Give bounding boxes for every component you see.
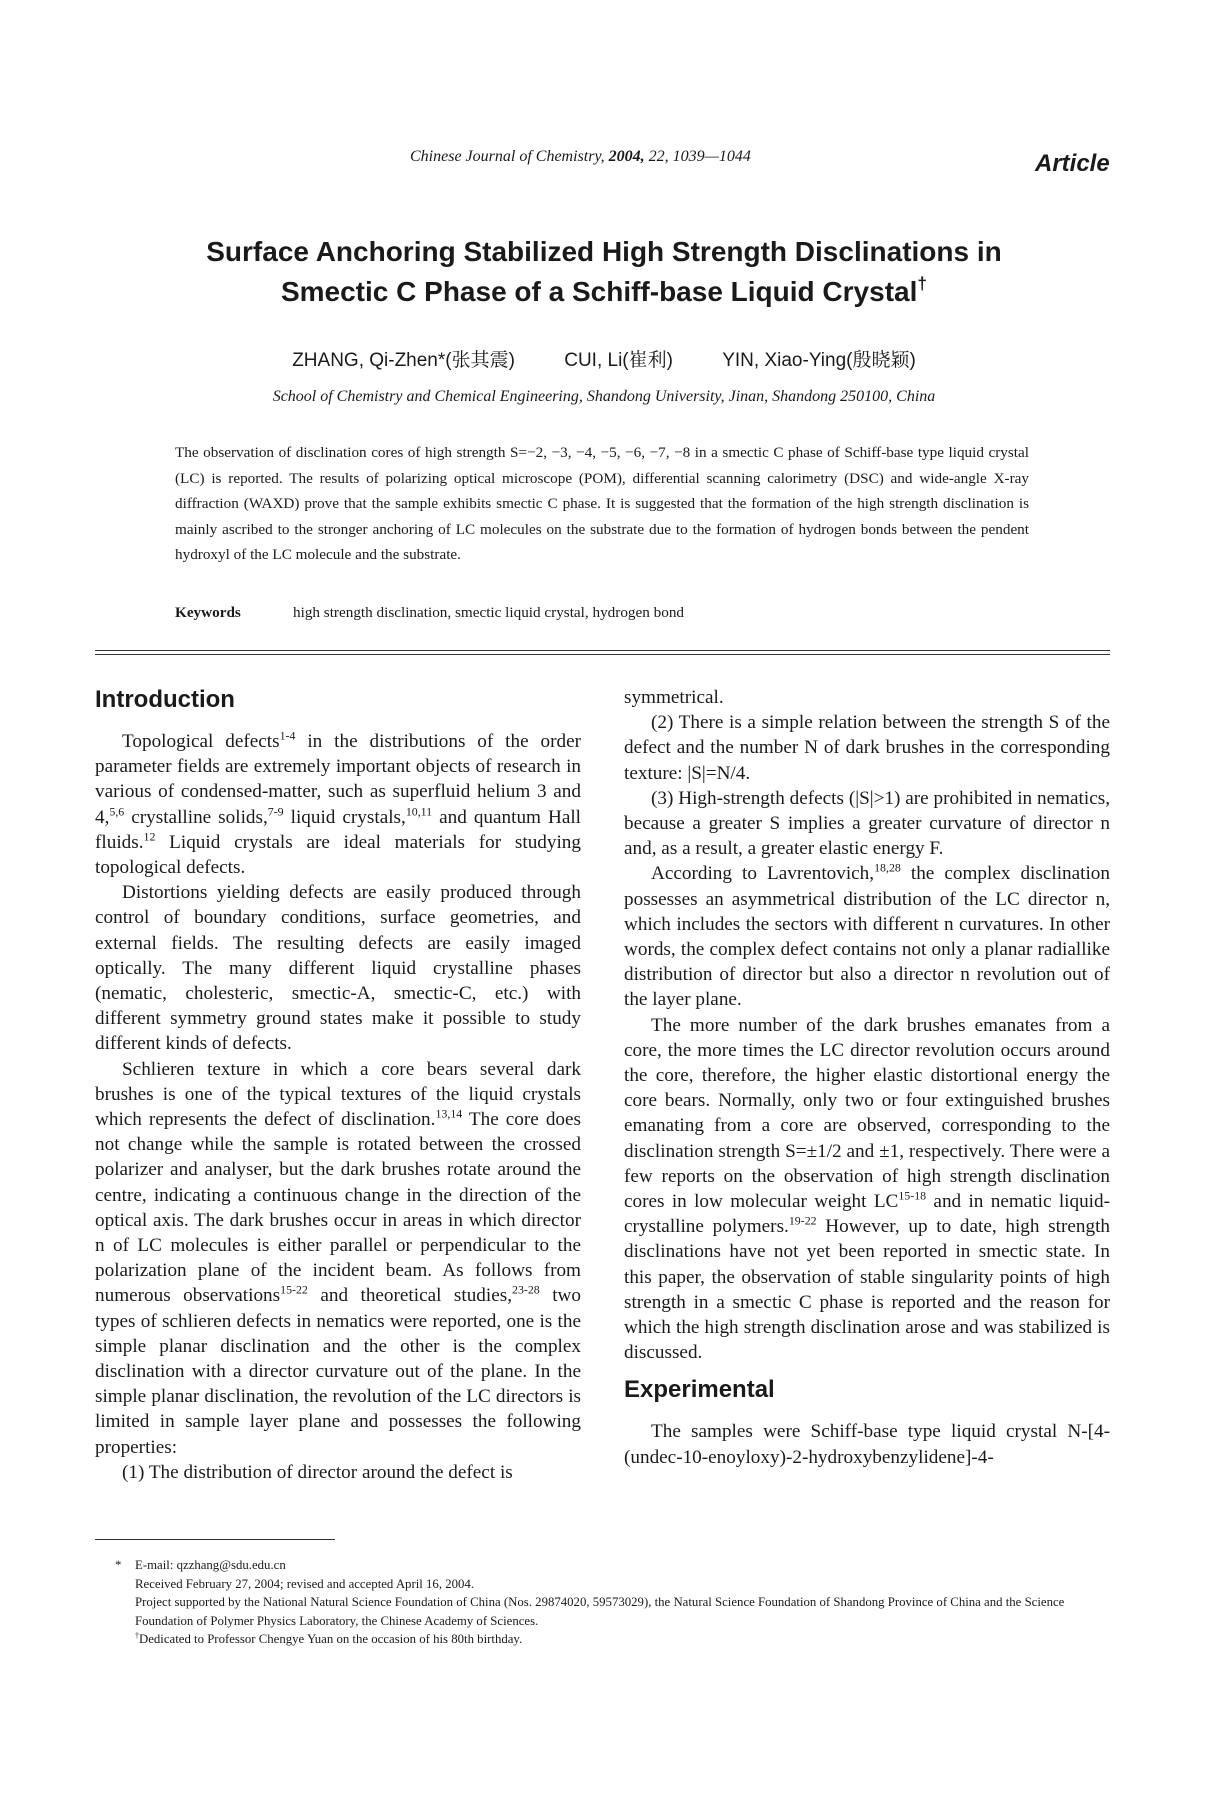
affiliation: School of Chemistry and Chemical Engineering, Shandong University, Jinan, Shandong 250100, China: [272, 388, 936, 405]
citation: 13,14: [435, 1106, 463, 1121]
footnote-project: Project supported by the National Natural Science Foundation of China (Nos. 29874020, 59573029), the Natural Science Foundation of Shandong Province of China and the Science Foundation of Polymer Physics Laboratory, the Chinese Academy of Sciences.: [135, 1595, 1065, 1628]
p8-text-b: the complex disclination possesses an asymmetrical distribution of the LC director n, which includes the sectors with different n curvatures. In other words, the complex defect contains not only a planar radiallike distribution of director but also a director n revolution out of the layer plane.: [624, 863, 1110, 1011]
paragraph-9: [624, 1013, 1110, 1366]
author-3: YIN, Xiao-Ying(殷晓颖): [722, 350, 916, 371]
citation: 10,11: [405, 803, 433, 818]
journal-volume-pages: 22, 1039—1044: [648, 148, 751, 165]
journal-name: Chinese Journal of Chemistry,: [410, 148, 605, 165]
p1-text-e: and quantum Hall fluids.: [95, 806, 582, 853]
section-divider: [95, 650, 1110, 655]
title-dagger: †: [917, 273, 928, 294]
citation: 5,6: [109, 803, 125, 818]
introduction-heading: Introduction: [95, 686, 235, 713]
footnote-email-text: E-mail: qzzhang@sdu.edu.cn: [135, 1558, 286, 1572]
p9-text-b: and in nematic liquid-crystalline polymers.: [624, 1191, 1110, 1238]
citation: 18,28: [874, 860, 901, 875]
citation: 12: [143, 829, 156, 844]
paper-title: [120, 232, 1088, 312]
p9-text-c: However, up to date, high strength disclinations have not yet been reported in smectic state. In this paper, the observation of stable singularity points of high strength in a smectic C phase is reported and the reason for which the high strength disclination arose and was stabilized is discussed.: [624, 1216, 1110, 1364]
p1-text-a: Topological defects: [122, 731, 280, 752]
p3-text-c: and theoretical studies,: [307, 1285, 513, 1307]
running-head: [410, 148, 751, 166]
citation: 19-22: [788, 1213, 817, 1228]
paragraph-8: [624, 861, 1110, 1012]
p1-text-d: liquid crystals,: [283, 806, 406, 828]
p3-text-a: Schlieren texture in which a core bears several dark brushes is one of the typical textures of the liquid crystals which represents the defect of disclination.: [95, 1058, 581, 1131]
title-line-1: Surface Anchoring Stabilized High Strength Disclinations in: [206, 236, 1002, 267]
citation: 7-9: [267, 803, 284, 818]
footnote-received: Received February 27, 2004; revised and accepted April 16, 2004.: [135, 1576, 475, 1591]
experimental-heading: Experimental: [624, 1376, 775, 1404]
paragraph-7: (3) High-strength defects (|S|>1) are prohibited in nematics, because a greater S implies a greater curvature of director n and, as a result, a greater elastic energy F.: [624, 787, 1110, 860]
paragraph-1: [95, 729, 581, 880]
p1-text-c: crystalline solids,: [124, 806, 268, 828]
p1-text-b: in the distributions of the order parameter fields are extremely important objects of research in various of condensed-matter, such as superfluid helium 3 and 4,: [95, 731, 581, 828]
footnotes: [115, 1556, 1110, 1649]
p8-text-a: According to Lavrentovich,: [651, 863, 875, 885]
footnote-email: [115, 1556, 1110, 1575]
p1-text-f: Liquid crystals are ideal materials for studying topological defects.: [95, 831, 581, 879]
footnote-dagger-mark: †: [135, 1630, 139, 1640]
paragraph-5: symmetrical.: [624, 687, 724, 708]
author-1: ZHANG, Qi-Zhen*(张其震): [292, 350, 515, 371]
footnote-star-mark: *: [115, 1558, 122, 1572]
article-type-label: Article: [1035, 150, 1110, 177]
footnote-divider: [95, 1539, 335, 1540]
citation: 15-22: [280, 1282, 308, 1297]
author-list: [120, 345, 1088, 372]
title-line-2-text: Smectic C Phase of a Schiff-base Liquid Crystal: [280, 276, 918, 307]
title-line-2: [120, 272, 1088, 312]
paragraph-2: Distortions yielding defects are easily produced through control of boundary conditions, surface geometries, and external fields. The resulting defects are easily imaged optically. The many different liquid crystalline phases (nematic, cholesteric, smectic-A, smectic-C, etc.) with different symmetry ground states make it possible to study different kinds of defects.: [95, 882, 581, 1055]
citation: 23-28: [512, 1282, 540, 1297]
keywords-text: high strength disclination, smectic liquid crystal, hydrogen bond: [293, 604, 685, 621]
right-column: [624, 685, 1110, 1470]
p3-text-b: The core does not change while the sample is rotated between the crossed polarizer and analyser, but the dark brushes rotate around the centre, indicating a continuous change in the direction of the optical axis. The dark brushes occur in areas in which director n of LC molecules is either parallel or perpendicular to the polarization plane of the incident beam. As follows from numerous observations: [95, 1109, 581, 1307]
footnote-dedication-text: Dedicated to Professor Chengye Yuan on the occasion of his 80th birthday.: [138, 1632, 523, 1646]
author-2: CUI, Li(崔利): [564, 350, 673, 371]
paragraph-3: [95, 1057, 581, 1460]
abstract: The observation of disclination cores of high strength S=−2, −3, −4, −5, −6, −7, −8 in a smectic C phase of Schiff-base type liquid crystal (LC) is reported. The results of polarizing optical microscope (POM), differential scanning calorimetry (DSC) and wide-angle X-ray diffraction (WAXD) prove that the sample exhibits smectic C phase. It is suggested that the formation of the high strength disclination is mainly ascribed to the stronger anchoring of LC molecules on the substrate due to the formation of hydrogen bonds between the pendent hydroxyl of the LC molecule and the substrate.: [175, 444, 1029, 563]
paragraph-6: (2) There is a simple relation between the strength S of the defect and the number N of dark brushes in the corresponding texture: |S|=N/4.: [624, 712, 1110, 784]
left-column: [95, 685, 581, 1485]
citation: 1-4: [279, 728, 296, 743]
citation: 15-18: [898, 1188, 927, 1203]
p3-text-d: two types of schlieren defects in nematics were reported, one is the simple planar disclination and the other is the complex disclination with a director curvature out of the plane. In the simple planar disclination, the revolution of the LC directors is limited in sample layer plane and possesses the following properties:: [95, 1285, 581, 1458]
footnote-dedication: [115, 1630, 1110, 1649]
p9-text-a: The more number of the dark brushes emanates from a core, the more times the LC director revolution occurs around the core, therefore, the higher elastic distortional energy the core bears. Normally, only two or four extinguished brushes emanating from a core are observed, corresponding to the disclination strength S=±1/2 and ±1, respectively. There were a few reports on the observation of high strength disclination cores in low molecular weight LC: [624, 1014, 1110, 1213]
paragraph-10: The samples were Schiff-base type liquid crystal N-[4-(undec-10-enoyloxy)-2-hydroxybenzylidene]-4-: [624, 1421, 1110, 1468]
keywords-label: Keywords: [175, 604, 241, 621]
keywords: [175, 604, 1029, 622]
paragraph-4: (1) The distribution of director around the defect is: [122, 1461, 513, 1483]
journal-year: 2004,: [608, 148, 645, 165]
